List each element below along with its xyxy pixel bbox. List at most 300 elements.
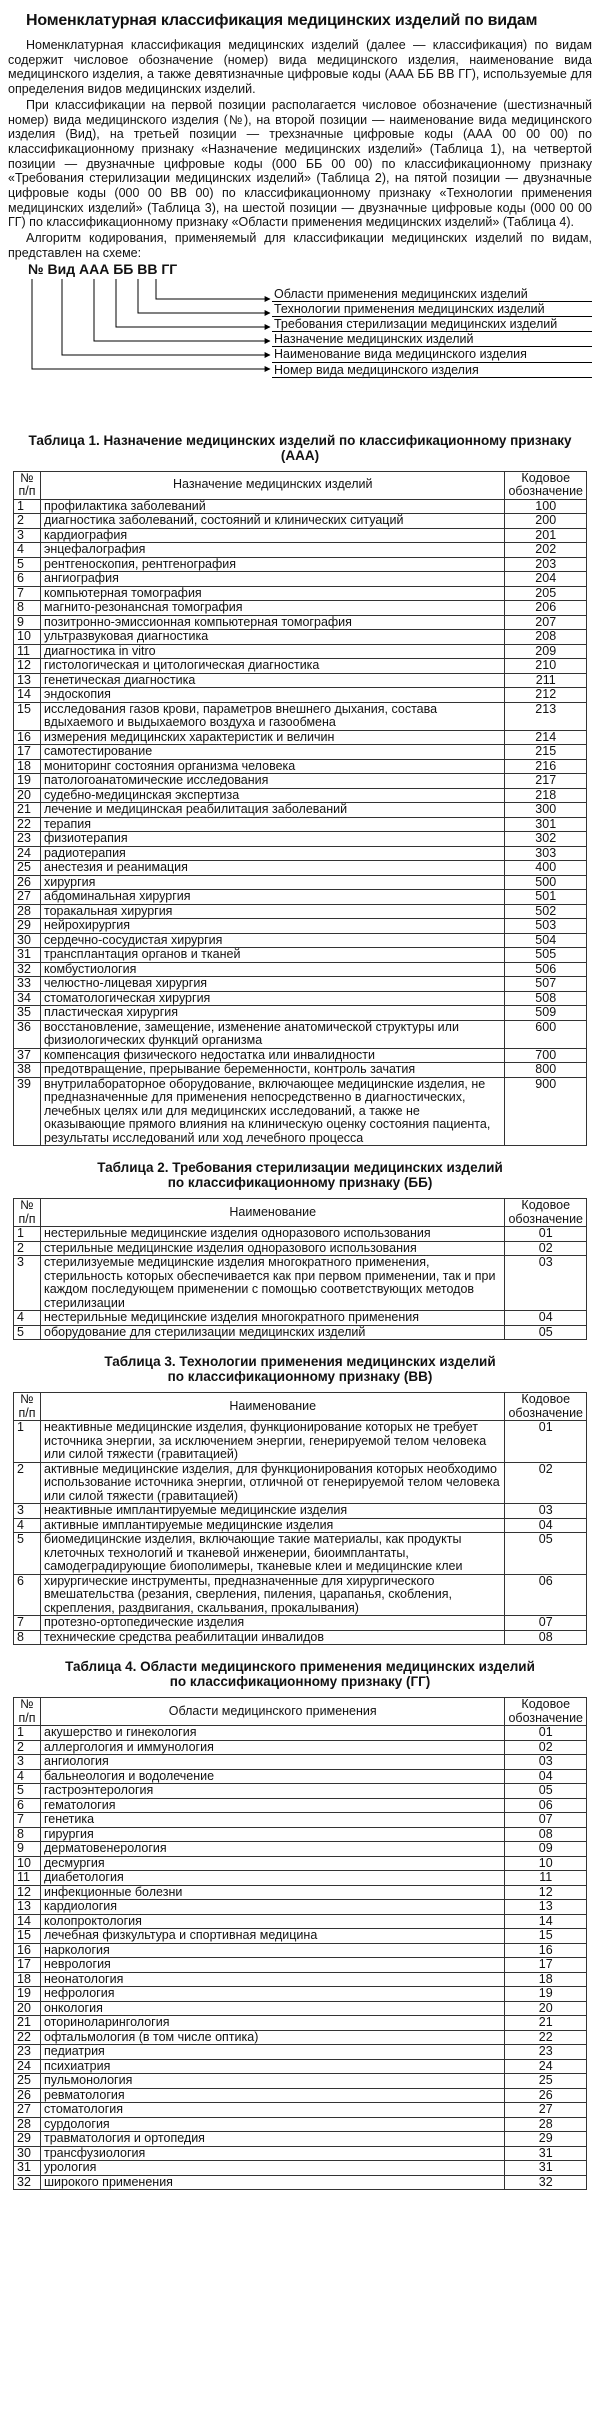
row-name: акушерство и гинекология bbox=[41, 1726, 505, 1741]
row-number: 34 bbox=[14, 991, 41, 1006]
row-name: нестерильные медицинские изделия одноразового использования bbox=[41, 1227, 505, 1242]
row-code: 01 bbox=[505, 1421, 587, 1463]
table-row bbox=[14, 890, 587, 905]
row-code: 214 bbox=[505, 730, 587, 745]
row-code: 32 bbox=[505, 2175, 587, 2190]
row-number: 9 bbox=[14, 1842, 41, 1857]
row-code: 24 bbox=[505, 2059, 587, 2074]
row-code: 506 bbox=[505, 962, 587, 977]
row-name: десмургия bbox=[41, 1856, 505, 1871]
row-name: активные имплантируемые медицинские изделия bbox=[41, 1518, 505, 1533]
column-header-number: № п/п bbox=[14, 1199, 41, 1227]
row-number: 30 bbox=[14, 2146, 41, 2161]
row-code: 22 bbox=[505, 2030, 587, 2045]
row-number: 4 bbox=[14, 543, 41, 558]
positions-paragraph: При классификации на первой позиции располагается числовое обозначение (шестизначный номер) вида медицинского изделия (№), на второй позиции — наименование вида медицинского изделия (Вид), на третьей позиции — трехзначные цифровые коды (ААА 00 00 00) по классификационному признаку «Назначение медицинских изделий» (Таблица 1), на четвертой позиции — двузначные цифровые коды (000 ББ 00 00) по классификационному признаку «Требования стерилизации медицинских изделий» (Таблица 2), на пятой позиции — двузначные цифровые коды (000 00 ВВ 00) по классификационному признаку «Технологии применения медицинских изделий» (Таблица 3), на шестой позиции — двузначные цифровые коды (000 00 00 ГГ) по классификационному признаку «Области применения медицинских изделий» (Таблица 4). bbox=[8, 97, 592, 230]
row-code: 202 bbox=[505, 543, 587, 558]
row-code: 12 bbox=[505, 1885, 587, 1900]
row-name: гистологическая и цитологическая диагностика bbox=[41, 659, 505, 674]
row-name: компьютерная томография bbox=[41, 586, 505, 601]
table-row bbox=[14, 2074, 587, 2089]
row-code: 27 bbox=[505, 2103, 587, 2118]
row-code: 18 bbox=[505, 1972, 587, 1987]
row-number: 5 bbox=[14, 1533, 41, 1575]
table-row bbox=[14, 1504, 587, 1519]
table-row bbox=[14, 788, 587, 803]
table-row bbox=[14, 803, 587, 818]
row-number: 12 bbox=[14, 1885, 41, 1900]
row-number: 6 bbox=[14, 1574, 41, 1616]
row-number: 15 bbox=[14, 702, 41, 730]
row-code: 700 bbox=[505, 1048, 587, 1063]
row-name: наркология bbox=[41, 1943, 505, 1958]
row-name: энцефалография bbox=[41, 543, 505, 558]
row-code: 25 bbox=[505, 2074, 587, 2089]
classification-table bbox=[13, 471, 587, 1147]
row-code: 507 bbox=[505, 977, 587, 992]
table-row bbox=[14, 1630, 587, 1645]
row-number: 8 bbox=[14, 1630, 41, 1645]
row-number: 14 bbox=[14, 1914, 41, 1929]
row-code: 06 bbox=[505, 1574, 587, 1616]
row-number: 13 bbox=[14, 1900, 41, 1915]
table-row bbox=[14, 1006, 587, 1021]
table-row bbox=[14, 1798, 587, 1813]
table-row bbox=[14, 601, 587, 616]
table-title-line: Таблица 2. Требования стерилизации медицинских изделий bbox=[97, 1160, 503, 1176]
table-row bbox=[14, 991, 587, 1006]
row-code: 29 bbox=[505, 2132, 587, 2147]
row-code: 210 bbox=[505, 659, 587, 674]
table-row bbox=[14, 1325, 587, 1340]
row-number: 22 bbox=[14, 2030, 41, 2045]
row-name: лечебная физкультура и спортивная медицина bbox=[41, 1929, 505, 1944]
table-row bbox=[14, 832, 587, 847]
row-name: эндоскопия bbox=[41, 688, 505, 703]
table-row bbox=[14, 2001, 587, 2016]
row-name: позитронно-эмиссионная компьютерная томография bbox=[41, 615, 505, 630]
row-code: 05 bbox=[505, 1784, 587, 1799]
table-header-row bbox=[14, 1698, 587, 1726]
table-row bbox=[14, 688, 587, 703]
row-name: активные медицинские изделия, для функционирования которых необходимо использование источника энергии, отличной от генерируемой телом человека или силой тяжести (гравитацией) bbox=[41, 1462, 505, 1504]
row-name: трансплантация органов и тканей bbox=[41, 948, 505, 963]
row-name: ангиография bbox=[41, 572, 505, 587]
table-title-line: по классификационному признаку (ББ) bbox=[167, 1175, 433, 1191]
row-code: 13 bbox=[505, 1900, 587, 1915]
row-code: 504 bbox=[505, 933, 587, 948]
row-name: колопроктология bbox=[41, 1914, 505, 1929]
row-code: 200 bbox=[505, 514, 587, 529]
row-code: 216 bbox=[505, 759, 587, 774]
row-code: 31 bbox=[505, 2146, 587, 2161]
column-header-name: Наименование bbox=[41, 1199, 505, 1227]
row-number: 4 bbox=[14, 1769, 41, 1784]
table-title bbox=[8, 433, 592, 463]
table-row bbox=[14, 2103, 587, 2118]
row-number: 29 bbox=[14, 919, 41, 934]
table-title bbox=[8, 1659, 592, 1689]
row-code: 03 bbox=[505, 1256, 587, 1311]
table-row bbox=[14, 2016, 587, 2031]
row-name: трансфузиология bbox=[41, 2146, 505, 2161]
row-number: 2 bbox=[14, 1740, 41, 1755]
row-code: 20 bbox=[505, 2001, 587, 2016]
table-row bbox=[14, 1871, 587, 1886]
scheme-label: Номер вида медицинского изделия bbox=[272, 363, 592, 378]
row-code: 204 bbox=[505, 572, 587, 587]
row-name: бальнеология и водолечение bbox=[41, 1769, 505, 1784]
table-row bbox=[14, 1943, 587, 1958]
table-row bbox=[14, 615, 587, 630]
row-number: 10 bbox=[14, 1856, 41, 1871]
row-number: 23 bbox=[14, 2045, 41, 2060]
table-row bbox=[14, 557, 587, 572]
row-code: 508 bbox=[505, 991, 587, 1006]
table-row bbox=[14, 2161, 587, 2176]
row-code: 300 bbox=[505, 803, 587, 818]
row-code: 208 bbox=[505, 630, 587, 645]
row-name: компенсация физического недостатка или инвалидности bbox=[41, 1048, 505, 1063]
column-header-number: № п/п bbox=[14, 1393, 41, 1421]
column-header-number: № п/п bbox=[14, 1698, 41, 1726]
row-name: радиотерапия bbox=[41, 846, 505, 861]
row-name: нестерильные медицинские изделия многократного применения bbox=[41, 1311, 505, 1326]
row-name: неврология bbox=[41, 1958, 505, 1973]
row-code: 07 bbox=[505, 1813, 587, 1828]
row-name: ангиология bbox=[41, 1755, 505, 1770]
row-number: 17 bbox=[14, 1958, 41, 1973]
tables-container bbox=[8, 433, 592, 2191]
row-code: 206 bbox=[505, 601, 587, 616]
row-number: 8 bbox=[14, 1827, 41, 1842]
row-name: генетическая диагностика bbox=[41, 673, 505, 688]
row-number: 7 bbox=[14, 586, 41, 601]
row-number: 4 bbox=[14, 1518, 41, 1533]
row-code: 600 bbox=[505, 1020, 587, 1048]
row-number: 7 bbox=[14, 1616, 41, 1631]
row-code: 28 bbox=[505, 2117, 587, 2132]
table-row bbox=[14, 1929, 587, 1944]
document-page bbox=[8, 12, 592, 2190]
row-code: 09 bbox=[505, 1842, 587, 1857]
table-title-line: Таблица 4. Области медицинского применения медицинских изделий bbox=[65, 1659, 535, 1675]
row-name: мониторинг состояния организма человека bbox=[41, 759, 505, 774]
table-title-line: Таблица 3. Технологии применения медицинских изделий bbox=[104, 1354, 496, 1370]
row-code: 07 bbox=[505, 1616, 587, 1631]
row-code: 01 bbox=[505, 1726, 587, 1741]
row-name: физиотерапия bbox=[41, 832, 505, 847]
row-number: 4 bbox=[14, 1311, 41, 1326]
table-row bbox=[14, 572, 587, 587]
row-number: 17 bbox=[14, 745, 41, 760]
table-row bbox=[14, 774, 587, 789]
row-name: диагностика in vitro bbox=[41, 644, 505, 659]
row-name: исследования газов крови, параметров внешнего дыхания, состава вдыхаемого и выдыхаемого воздуха и газообмена bbox=[41, 702, 505, 730]
row-code: 16 bbox=[505, 1943, 587, 1958]
row-number: 1 bbox=[14, 1726, 41, 1741]
row-code: 502 bbox=[505, 904, 587, 919]
row-name: стоматология bbox=[41, 2103, 505, 2118]
table-row bbox=[14, 1241, 587, 1256]
row-number: 5 bbox=[14, 557, 41, 572]
row-name: кардиология bbox=[41, 1900, 505, 1915]
table-row bbox=[14, 2045, 587, 2060]
classification-table bbox=[13, 1198, 587, 1340]
row-name: психиатрия bbox=[41, 2059, 505, 2074]
column-header-code: Кодовое обозначение bbox=[505, 471, 587, 499]
row-number: 31 bbox=[14, 2161, 41, 2176]
table-row bbox=[14, 1900, 587, 1915]
row-number: 2 bbox=[14, 514, 41, 529]
table-row bbox=[14, 919, 587, 934]
row-code: 03 bbox=[505, 1755, 587, 1770]
scheme-label: Области применения медицинских изделий bbox=[272, 287, 592, 302]
row-code: 500 bbox=[505, 875, 587, 890]
row-code: 08 bbox=[505, 1630, 587, 1645]
table-row bbox=[14, 875, 587, 890]
row-code: 03 bbox=[505, 1504, 587, 1519]
row-name: протезно-ортопедические изделия bbox=[41, 1616, 505, 1631]
row-number: 21 bbox=[14, 803, 41, 818]
row-name: оториноларингология bbox=[41, 2016, 505, 2031]
row-name: диагностика заболеваний, состояний и клинических ситуаций bbox=[41, 514, 505, 529]
table-row bbox=[14, 759, 587, 774]
row-code: 218 bbox=[505, 788, 587, 803]
table-row bbox=[14, 1755, 587, 1770]
column-header-name: Области медицинского применения bbox=[41, 1698, 505, 1726]
table-row bbox=[14, 514, 587, 529]
table-row bbox=[14, 644, 587, 659]
table-title bbox=[8, 1160, 592, 1190]
row-code: 26 bbox=[505, 2088, 587, 2103]
row-code: 205 bbox=[505, 586, 587, 601]
row-code: 207 bbox=[505, 615, 587, 630]
row-name: широкого применения bbox=[41, 2175, 505, 2190]
row-code: 23 bbox=[505, 2045, 587, 2060]
table-row bbox=[14, 962, 587, 977]
row-name: гастроэнтерология bbox=[41, 1784, 505, 1799]
table-row bbox=[14, 817, 587, 832]
row-name: измерения медицинских характеристик и величин bbox=[41, 730, 505, 745]
row-name: стоматологическая хирургия bbox=[41, 991, 505, 1006]
row-name: урология bbox=[41, 2161, 505, 2176]
column-header-code: Кодовое обозначение bbox=[505, 1393, 587, 1421]
row-code: 303 bbox=[505, 846, 587, 861]
scheme-label: Технологии применения медицинских изделий bbox=[272, 302, 592, 317]
row-name: пластическая хирургия bbox=[41, 1006, 505, 1021]
row-number: 31 bbox=[14, 948, 41, 963]
table-row bbox=[14, 1726, 587, 1741]
row-number: 5 bbox=[14, 1784, 41, 1799]
row-name: хирургия bbox=[41, 875, 505, 890]
column-header-name: Наименование bbox=[41, 1393, 505, 1421]
row-name: предотвращение, прерывание беременности, контроль зачатия bbox=[41, 1063, 505, 1078]
table-row bbox=[14, 1813, 587, 1828]
scheme-label: Требования стерилизации медицинских изделий bbox=[272, 317, 592, 332]
row-name: самотестирование bbox=[41, 745, 505, 760]
row-code: 301 bbox=[505, 817, 587, 832]
row-name: технические средства реабилитации инвалидов bbox=[41, 1630, 505, 1645]
table-row bbox=[14, 1856, 587, 1871]
row-name: магнито-резонансная томография bbox=[41, 601, 505, 616]
row-number: 20 bbox=[14, 788, 41, 803]
row-number: 6 bbox=[14, 1798, 41, 1813]
row-number: 8 bbox=[14, 601, 41, 616]
row-number: 29 bbox=[14, 2132, 41, 2147]
row-name: сурдология bbox=[41, 2117, 505, 2132]
document-title: Номенклатурная классификация медицинских изделий по видам bbox=[26, 12, 538, 29]
row-name: терапия bbox=[41, 817, 505, 832]
row-name: анестезия и реанимация bbox=[41, 861, 505, 876]
row-number: 5 bbox=[14, 1325, 41, 1340]
table-header-row bbox=[14, 1199, 587, 1227]
table-row bbox=[14, 745, 587, 760]
row-name: гирургия bbox=[41, 1827, 505, 1842]
table-row bbox=[14, 586, 587, 601]
table-row bbox=[14, 1533, 587, 1575]
scheme-label: Наименование вида медицинского изделия bbox=[272, 347, 592, 362]
row-number: 6 bbox=[14, 572, 41, 587]
algorithm-paragraph: Алгоритм кодирования, применяемый для классификации медицинских изделий по видам, представлен на схеме: bbox=[8, 231, 592, 260]
row-name: нефрология bbox=[41, 1987, 505, 2002]
row-number: 30 bbox=[14, 933, 41, 948]
row-code: 14 bbox=[505, 1914, 587, 1929]
column-header-code: Кодовое обозначение bbox=[505, 1199, 587, 1227]
table-row bbox=[14, 702, 587, 730]
row-name: неактивные медицинские изделия, функционирование которых не требует источника энергии, за исключением энергии, генерируемой телом человека или силой тяжести (гравитацией) bbox=[41, 1421, 505, 1463]
row-name: дерматовенерология bbox=[41, 1842, 505, 1857]
row-number: 3 bbox=[14, 1755, 41, 1770]
table-row bbox=[14, 1048, 587, 1063]
row-name: аллергология и иммунология bbox=[41, 1740, 505, 1755]
row-name: генетика bbox=[41, 1813, 505, 1828]
table-row bbox=[14, 1063, 587, 1078]
row-code: 21 bbox=[505, 2016, 587, 2031]
row-number: 16 bbox=[14, 1943, 41, 1958]
table-row bbox=[14, 1740, 587, 1755]
table-row bbox=[14, 528, 587, 543]
row-name: диабетология bbox=[41, 1871, 505, 1886]
table-row bbox=[14, 630, 587, 645]
row-number: 18 bbox=[14, 1972, 41, 1987]
table-row bbox=[14, 673, 587, 688]
row-name: стерилизуемые медицинские изделия многократного применения, стерильность которых обеспечивается как при первом применении, так и при каждом последующем применении с помощью соответствующих методов стерилизации bbox=[41, 1256, 505, 1311]
column-header-code: Кодовое обозначение bbox=[505, 1698, 587, 1726]
row-name: патологоанатомические исследования bbox=[41, 774, 505, 789]
row-code: 212 bbox=[505, 688, 587, 703]
row-code: 04 bbox=[505, 1518, 587, 1533]
table-row bbox=[14, 1958, 587, 1973]
row-number: 21 bbox=[14, 2016, 41, 2031]
row-code: 05 bbox=[505, 1533, 587, 1575]
row-number: 25 bbox=[14, 861, 41, 876]
row-name: нейрохирургия bbox=[41, 919, 505, 934]
table-row bbox=[14, 1827, 587, 1842]
row-number: 26 bbox=[14, 875, 41, 890]
table-row bbox=[14, 1462, 587, 1504]
table-row bbox=[14, 861, 587, 876]
table-row bbox=[14, 904, 587, 919]
row-code: 400 bbox=[505, 861, 587, 876]
row-number: 11 bbox=[14, 1871, 41, 1886]
table-title-line: по классификационному признаку (ГГ) bbox=[169, 1674, 431, 1690]
row-name: неонатология bbox=[41, 1972, 505, 1987]
table-row bbox=[14, 933, 587, 948]
table-row bbox=[14, 2088, 587, 2103]
table-row bbox=[14, 948, 587, 963]
table-row bbox=[14, 1842, 587, 1857]
row-code: 505 bbox=[505, 948, 587, 963]
row-number: 1 bbox=[14, 499, 41, 514]
row-code: 06 bbox=[505, 1798, 587, 1813]
table-row bbox=[14, 2175, 587, 2190]
row-number: 18 bbox=[14, 759, 41, 774]
row-code: 10 bbox=[505, 1856, 587, 1871]
row-number: 24 bbox=[14, 2059, 41, 2074]
table-row bbox=[14, 1972, 587, 1987]
row-code: 501 bbox=[505, 890, 587, 905]
row-name: ультразвуковая диагностика bbox=[41, 630, 505, 645]
row-number: 26 bbox=[14, 2088, 41, 2103]
row-name: рентгеноскопия, рентгенография bbox=[41, 557, 505, 572]
table-row bbox=[14, 2146, 587, 2161]
row-number: 2 bbox=[14, 1241, 41, 1256]
row-number: 16 bbox=[14, 730, 41, 745]
row-name: офтальмология (в том числе оптика) bbox=[41, 2030, 505, 2045]
row-name: судебно-медицинская экспертиза bbox=[41, 788, 505, 803]
table-row bbox=[14, 2132, 587, 2147]
row-name: торакальная хирургия bbox=[41, 904, 505, 919]
row-name: абдоминальная хирургия bbox=[41, 890, 505, 905]
row-code: 19 bbox=[505, 1987, 587, 2002]
row-number: 19 bbox=[14, 774, 41, 789]
table-title bbox=[8, 1354, 592, 1384]
row-number: 22 bbox=[14, 817, 41, 832]
row-name: кардиография bbox=[41, 528, 505, 543]
row-number: 11 bbox=[14, 644, 41, 659]
row-number: 28 bbox=[14, 904, 41, 919]
row-number: 35 bbox=[14, 1006, 41, 1021]
row-code: 800 bbox=[505, 1063, 587, 1078]
row-code: 05 bbox=[505, 1325, 587, 1340]
row-number: 19 bbox=[14, 1987, 41, 2002]
table-row bbox=[14, 543, 587, 558]
row-number: 39 bbox=[14, 1077, 41, 1146]
row-number: 32 bbox=[14, 2175, 41, 2190]
scheme-code: № Вид ААА ББ ВВ ГГ bbox=[28, 260, 178, 277]
row-name: восстановление, замещение, изменение анатомической структуры или физиологических функций организма bbox=[41, 1020, 505, 1048]
table-row bbox=[14, 1256, 587, 1311]
table-row bbox=[14, 1518, 587, 1533]
row-code: 17 bbox=[505, 1958, 587, 1973]
table-row bbox=[14, 730, 587, 745]
row-name: инфекционные болезни bbox=[41, 1885, 505, 1900]
table-title-line: Таблица 1. Назначение медицинских изделий по классификационному признаку bbox=[28, 432, 572, 448]
row-number: 28 bbox=[14, 2117, 41, 2132]
table-row bbox=[14, 2030, 587, 2045]
row-number: 14 bbox=[14, 688, 41, 703]
classification-table bbox=[13, 1392, 587, 1645]
row-code: 503 bbox=[505, 919, 587, 934]
scheme-labels bbox=[272, 287, 592, 378]
row-code: 08 bbox=[505, 1827, 587, 1842]
row-number: 23 bbox=[14, 832, 41, 847]
row-number: 33 bbox=[14, 977, 41, 992]
row-code: 302 bbox=[505, 832, 587, 847]
row-code: 217 bbox=[505, 774, 587, 789]
row-name: ревматология bbox=[41, 2088, 505, 2103]
